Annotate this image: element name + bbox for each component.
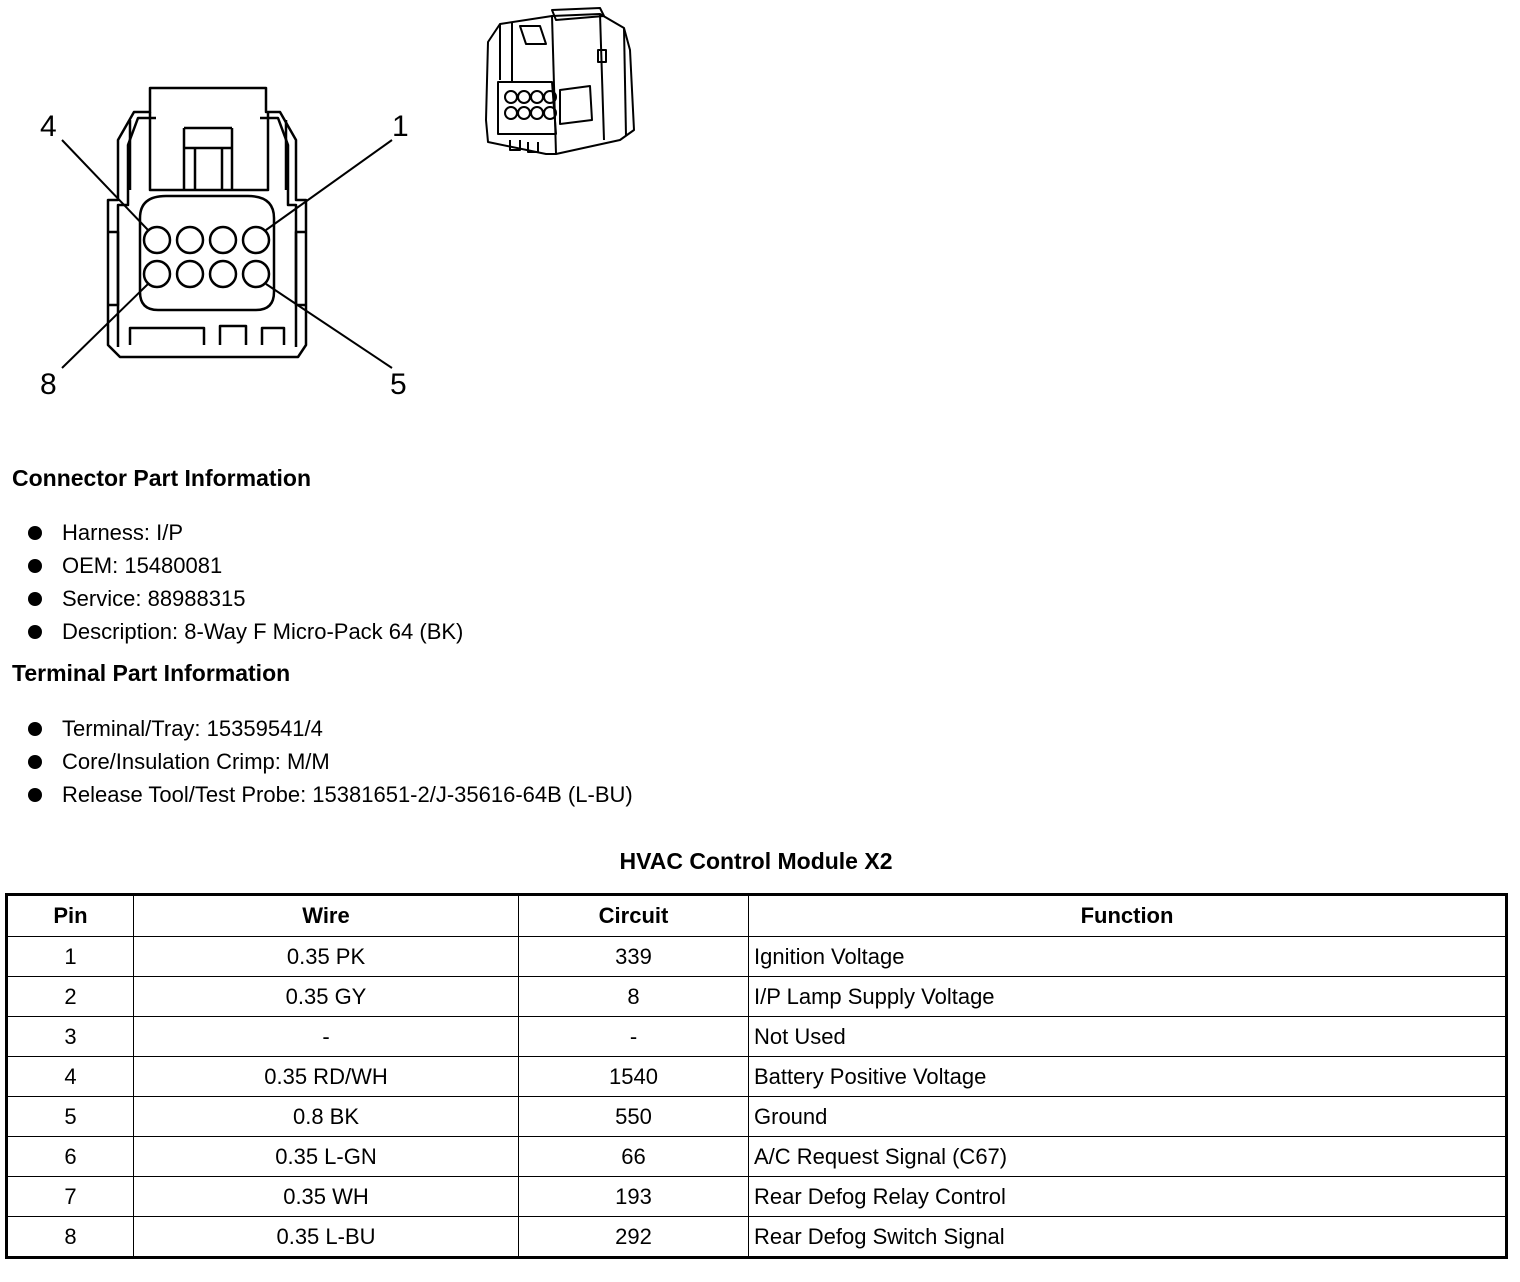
cell-function: Ignition Voltage [749, 937, 1507, 977]
cell-circuit: 193 [519, 1177, 749, 1217]
cell-function: Not Used [749, 1017, 1507, 1057]
connector-info-heading: Connector Part Information [12, 465, 312, 491]
cell-wire: 0.35 WH [134, 1177, 519, 1217]
cell-wire: - [134, 1017, 519, 1057]
list-item-text: OEM: 15480081 [62, 553, 223, 578]
cell-wire: 0.35 PK [134, 937, 519, 977]
cell-pin: 6 [7, 1137, 134, 1177]
cell-circuit: 339 [519, 937, 749, 977]
cell-pin: 7 [7, 1177, 134, 1217]
list-item [28, 712, 633, 745]
cell-circuit: 8 [519, 977, 749, 1017]
bullet-icon [28, 788, 42, 802]
terminal-info-list [28, 712, 633, 811]
bullet-icon [28, 592, 42, 606]
cell-circuit: 1540 [519, 1057, 749, 1097]
table-row [7, 1057, 1507, 1097]
list-item-text: Core/Insulation Crimp: M/M [62, 749, 330, 774]
cell-circuit: 550 [519, 1097, 749, 1137]
pin-label-5: 5 [390, 368, 407, 401]
cell-wire: 0.35 GY [134, 977, 519, 1017]
cell-wire: 0.35 L-BU [134, 1217, 519, 1258]
list-item [28, 516, 463, 549]
table-row [7, 937, 1507, 977]
list-item [28, 582, 463, 615]
list-item-text: Harness: I/P [62, 520, 184, 545]
connector-face-view [62, 88, 392, 368]
bullet-icon [28, 755, 42, 769]
list-item [28, 549, 463, 582]
table-row [7, 1137, 1507, 1177]
connector-diagram [0, 0, 700, 420]
pinout-table [5, 893, 1508, 1259]
table-header-row [7, 895, 1507, 937]
table-title: HVAC Control Module X2 [619, 848, 893, 874]
list-item [28, 615, 463, 648]
table-row [7, 977, 1507, 1017]
cell-wire: 0.35 L-GN [134, 1137, 519, 1177]
cell-function: Rear Defog Relay Control [749, 1177, 1507, 1217]
list-item [28, 745, 633, 778]
cell-function: Rear Defog Switch Signal [749, 1217, 1507, 1258]
cell-function: A/C Request Signal (C67) [749, 1137, 1507, 1177]
list-item [28, 778, 633, 811]
cell-function: I/P Lamp Supply Voltage [749, 977, 1507, 1017]
list-item-text: Terminal/Tray: 15359541/4 [62, 716, 323, 741]
cell-circuit: - [519, 1017, 749, 1057]
table-row [7, 1217, 1507, 1258]
cell-circuit: 292 [519, 1217, 749, 1258]
pin-label-8: 8 [40, 368, 57, 401]
table-row [7, 1017, 1507, 1057]
list-item-text: Release Tool/Test Probe: 15381651-2/J-35616-64B (L-BU) [62, 782, 633, 807]
cell-pin: 5 [7, 1097, 134, 1137]
bullet-icon [28, 559, 42, 573]
terminal-info-heading: Terminal Part Information [12, 660, 291, 686]
connector-3d-view [486, 8, 634, 154]
cell-pin: 3 [7, 1017, 134, 1057]
list-item-text: Description: 8-Way F Micro-Pack 64 (BK) [62, 619, 464, 644]
cell-function: Battery Positive Voltage [749, 1057, 1507, 1097]
cell-function: Ground [749, 1097, 1507, 1137]
connector-info-list [28, 516, 463, 648]
cell-pin: 4 [7, 1057, 134, 1097]
pin-label-1: 1 [392, 110, 409, 143]
column-header-wire: Wire [134, 895, 519, 937]
cell-wire: 0.35 RD/WH [134, 1057, 519, 1097]
bullet-icon [28, 722, 42, 736]
cell-pin: 8 [7, 1217, 134, 1258]
column-header-pin: Pin [7, 895, 134, 937]
column-header-function: Function [749, 895, 1507, 937]
list-item-text: Service: 88988315 [62, 586, 246, 611]
pin-label-4: 4 [40, 110, 57, 143]
column-header-circuit: Circuit [519, 895, 749, 937]
bullet-icon [28, 625, 42, 639]
cell-pin: 1 [7, 937, 134, 977]
table-row [7, 1097, 1507, 1137]
bullet-icon [28, 526, 42, 540]
cell-pin: 2 [7, 977, 134, 1017]
cell-wire: 0.8 BK [134, 1097, 519, 1137]
cell-circuit: 66 [519, 1137, 749, 1177]
table-row [7, 1177, 1507, 1217]
